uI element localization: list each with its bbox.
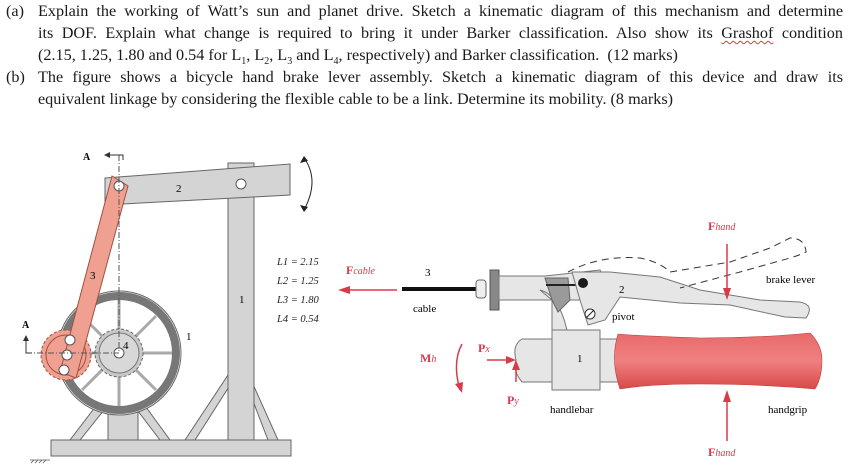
length-l2: L2 = 1.25 xyxy=(277,276,319,287)
pivot-label: pivot xyxy=(612,311,635,323)
length-l3: L3 = 1.80 xyxy=(277,295,319,306)
question-a-label: (a) xyxy=(6,2,24,20)
crank-link-label: 3 xyxy=(90,270,96,282)
handlebar-label: handlebar xyxy=(550,404,594,416)
question-a-line-1: Explain the working of Watt’s sun and planet drive. Sketch a kinematic diagram of this mechanism and determine xyxy=(38,2,843,20)
f-hand-top-label: Fhand xyxy=(708,219,736,233)
section-a-top: A xyxy=(83,152,91,163)
question-a-line-3: (2.15, 1.25, 1.80 and 0.54 for $L_1$, $L_2$, $L_3$ and $L_4$, respectively) and Barker classification. (12 marks) xyxy=(38,46,678,68)
px-label: Px xyxy=(478,341,490,355)
moment-label: Mh xyxy=(420,351,437,365)
handgrip-label: handgrip xyxy=(768,404,808,416)
question-b-line-1: The figure shows a bicycle hand brake lever assembly. Sketch a kinematic diagram of this device and draw its xyxy=(38,68,843,86)
brake-lever-label: brake lever xyxy=(766,274,816,286)
sun-gear-label: 4 xyxy=(123,340,129,352)
question-b-label: (b) xyxy=(6,68,25,86)
beam-link-label: 2 xyxy=(176,183,182,195)
question-b-line-2: equivalent linkage by considering the flexible cable to be a link. Determine its mobility. (8 marks) xyxy=(38,90,674,108)
question-a-line-2: its DOF. Explain what change is required to bring it under Barker classification. Also show its Grashof condition xyxy=(38,24,843,42)
py-label: Py xyxy=(507,393,519,407)
cable-number: 3 xyxy=(425,267,431,279)
length-l4: L4 = 0.54 xyxy=(277,314,319,325)
cable-label: cable xyxy=(413,303,437,315)
wheel-frame-label: 1 xyxy=(186,331,192,343)
lever-number: 2 xyxy=(619,284,625,296)
column-frame-label: 1 xyxy=(239,294,245,306)
grashof-spellcheck-word: Grashof xyxy=(721,24,774,42)
handlebar-number: 1 xyxy=(577,353,583,365)
section-a-left: A xyxy=(22,320,30,331)
f-cable-label: Fcable xyxy=(346,263,375,277)
length-l1: L1 = 2.15 xyxy=(277,257,319,268)
f-hand-bottom-label: Fhand xyxy=(708,445,736,459)
